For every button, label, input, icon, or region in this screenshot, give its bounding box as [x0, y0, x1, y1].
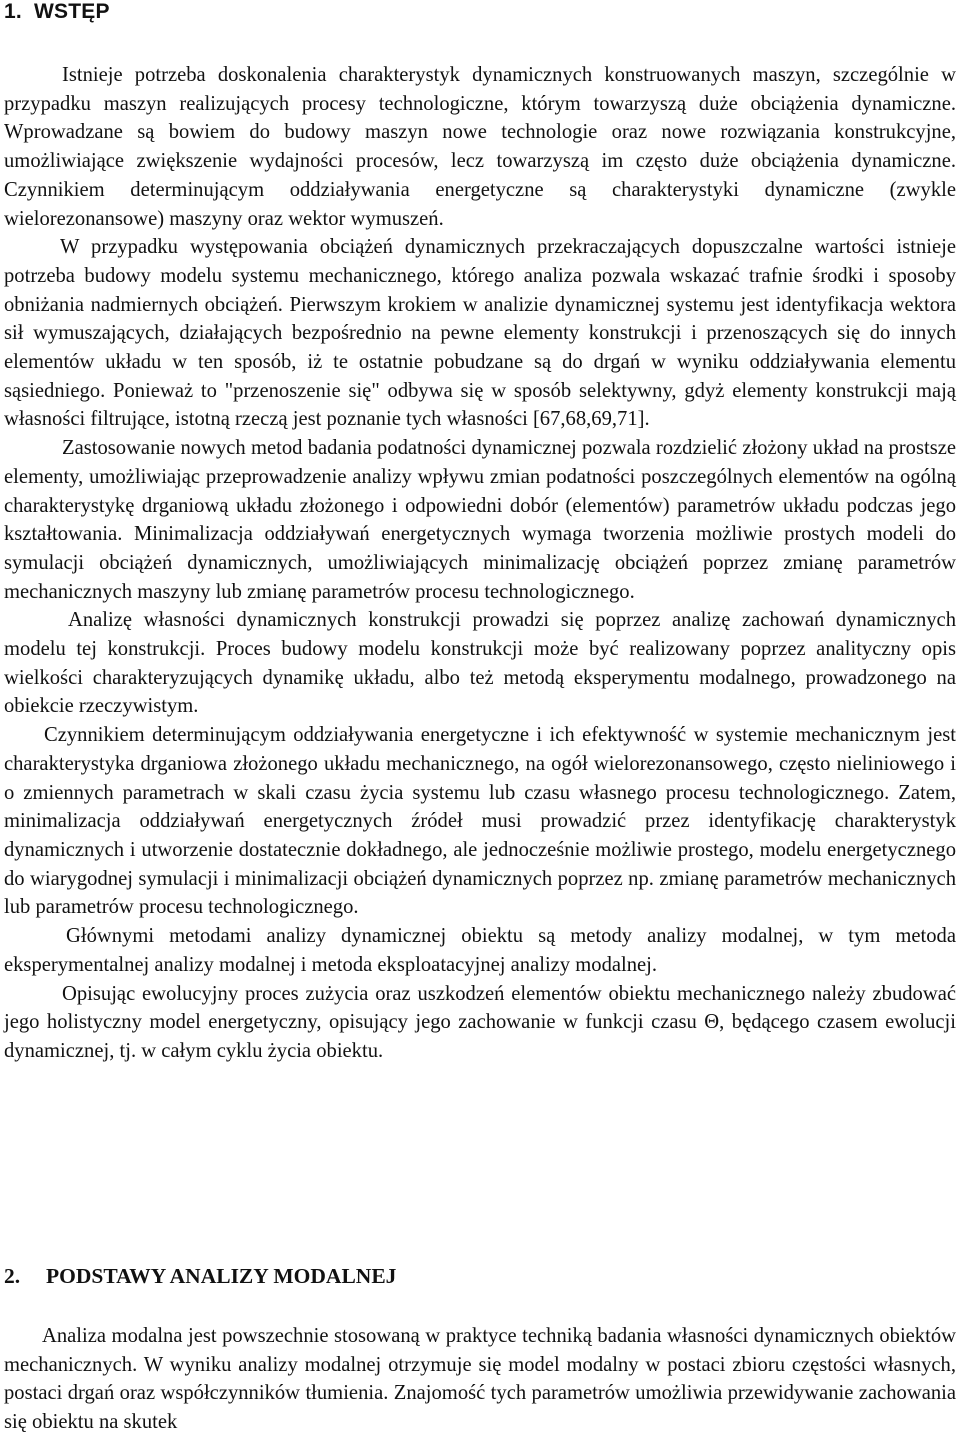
paragraph-1: Istnieje potrzeba doskonalenia charakterystyk dynamicznych konstruowanych maszyn, szczególnie w przypadku maszyn realizujących procesy technologiczne, którym towarzyszą duże obciążenia dynamiczne. Wprowadzane są bowiem do budowy maszyn nowe technologie oraz nowe rozwiązania konstrukcyjne, umożliwiające zwiększenie wydajności procesów, lecz towarzyszą im często duże obciążenia dynamiczne. Czynnikiem determinującym oddziaływania energetyczne są charakterystyki dynamiczne (zwykle wielorezonansowe) maszyny oraz wektor wymuszeń. [4, 64, 956, 230]
paragraph-3: Zastosowanie nowych metod badania podatności dynamicznej pozwala rozdzielić złożony układ na prostsze elementy, umożliwiając przeprowadzenie analizy wpływu zmian podatności poszczególnych elementów na ogólną charakterystykę drganiową układu złożonego i odpowiedni dobór (elementów) parametrów układu podczas jego kształtowania. Minimalizacja oddziaływań energetycznych wymaga tworzenia możliwie prostych modeli do symulacji obciążeń dynamicznych, umożliwiających minimalizację obciążeń poprzez zmianę parametrów mechanicznych maszyny lub zmianę parametrów procesu technologicznego. [4, 437, 956, 603]
paragraph-5: Czynnikiem determinującym oddziaływania energetyczne i ich efektywność w systemie mechanicznym jest charakterystyka drganiowa złożonego układu mechanicznego, na ogół wielorezonansowego, często nieliniowego i o zmiennych parametrach w skali czasu życia systemu lub czasu własnego procesu technologicznego. Zatem, minimalizacja oddziaływań energetycznych źródeł musi prowadzić przez identyfikację charakterystyk dynamicznych i utworzenie dostatecznie dokładnego, ale jednocześnie możliwie prostego, modelu energetycznego do wiarygodnej symulacji i minimalizacji obciążeń dynamicznych poprzez np. zmianę parametrów mechanicznych lub parametrów procesu technologicznego. [4, 724, 956, 919]
section-number: 1. [4, 0, 22, 23]
paragraph-4: Analizę własności dynamicznych konstrukcji prowadzi się poprzez analizę zachowań dynamicznych modelu tej konstrukcji. Proces budowy modelu konstrukcji może być realizowany poprzez analityczny opis wielkości charakteryzujących dynamikę układu, albo też metodą eksperymentu modalnego, prowadzonego na obiekcie rzeczywistym. [4, 609, 956, 718]
section-1-body [4, 61, 956, 1066]
paragraph-6: Głównymi metodami analizy dynamicznej obiektu są metody analizy modalnej, w tym metoda eksperymentalnej analizy modalnej i metoda eksploatacyjnej analizy modalnej. [4, 925, 956, 976]
section-heading-1 [4, 0, 110, 25]
paragraph-2: W przypadku występowania obciążeń dynamicznych przekraczających dopuszczalne wartości istnieje potrzeba budowy modelu systemu mechanicznego, którego analiza pozwala wskazać trafnie środki i sposoby obniżania nadmiernych obciążeń. Pierwszym krokiem w analizie dynamicznej systemu jest identyfikacja wektora sił wymuszających, działających bezpośrednio na pewne elementy konstrukcji i przenoszących się do innych elementów układu w ten sposób, iż te ostatnie pobudzane są do drgań w wyniku oddziaływania elementu sąsiedniego. Ponieważ to "przenoszenie się" odbywa się w sposób selektywny, gdyż elementy konstrukcji mają własności filtrujące, istotną rzeczą jest poznanie tych własności [67,68,69,71]. [4, 236, 956, 431]
section-heading-2 [4, 1263, 396, 1289]
paragraph-8: Analiza modalna jest powszechnie stosowaną w praktyce techniką badania własności dynamicznych obiektów mechanicznych. W wyniku analizy modalnej otrzymuje się model modalny w postaci zbioru częstości własnych, postaci drgań oraz współczynników tłumienia. Znajomość tych parametrów umożliwia przewidywanie zachowania się obiektu na skutek [4, 1325, 956, 1434]
section-number: 2. [4, 1264, 21, 1288]
paragraph-7: Opisując ewolucyjny proces zużycia oraz uszkodzeń elementów obiektu mechanicznego należy zbudować jego holistyczny model energetyczny, opisujący jego zachowanie w funkcji czasu Θ, będącego czasem ewolucji dynamicznej, tj. w całym cyklu życia obiektu. [4, 982, 956, 1062]
section-title: PODSTAWY ANALIZY MODALNEJ [46, 1264, 397, 1288]
section-title: WSTĘP [34, 0, 110, 23]
section-2-body [4, 1322, 956, 1437]
